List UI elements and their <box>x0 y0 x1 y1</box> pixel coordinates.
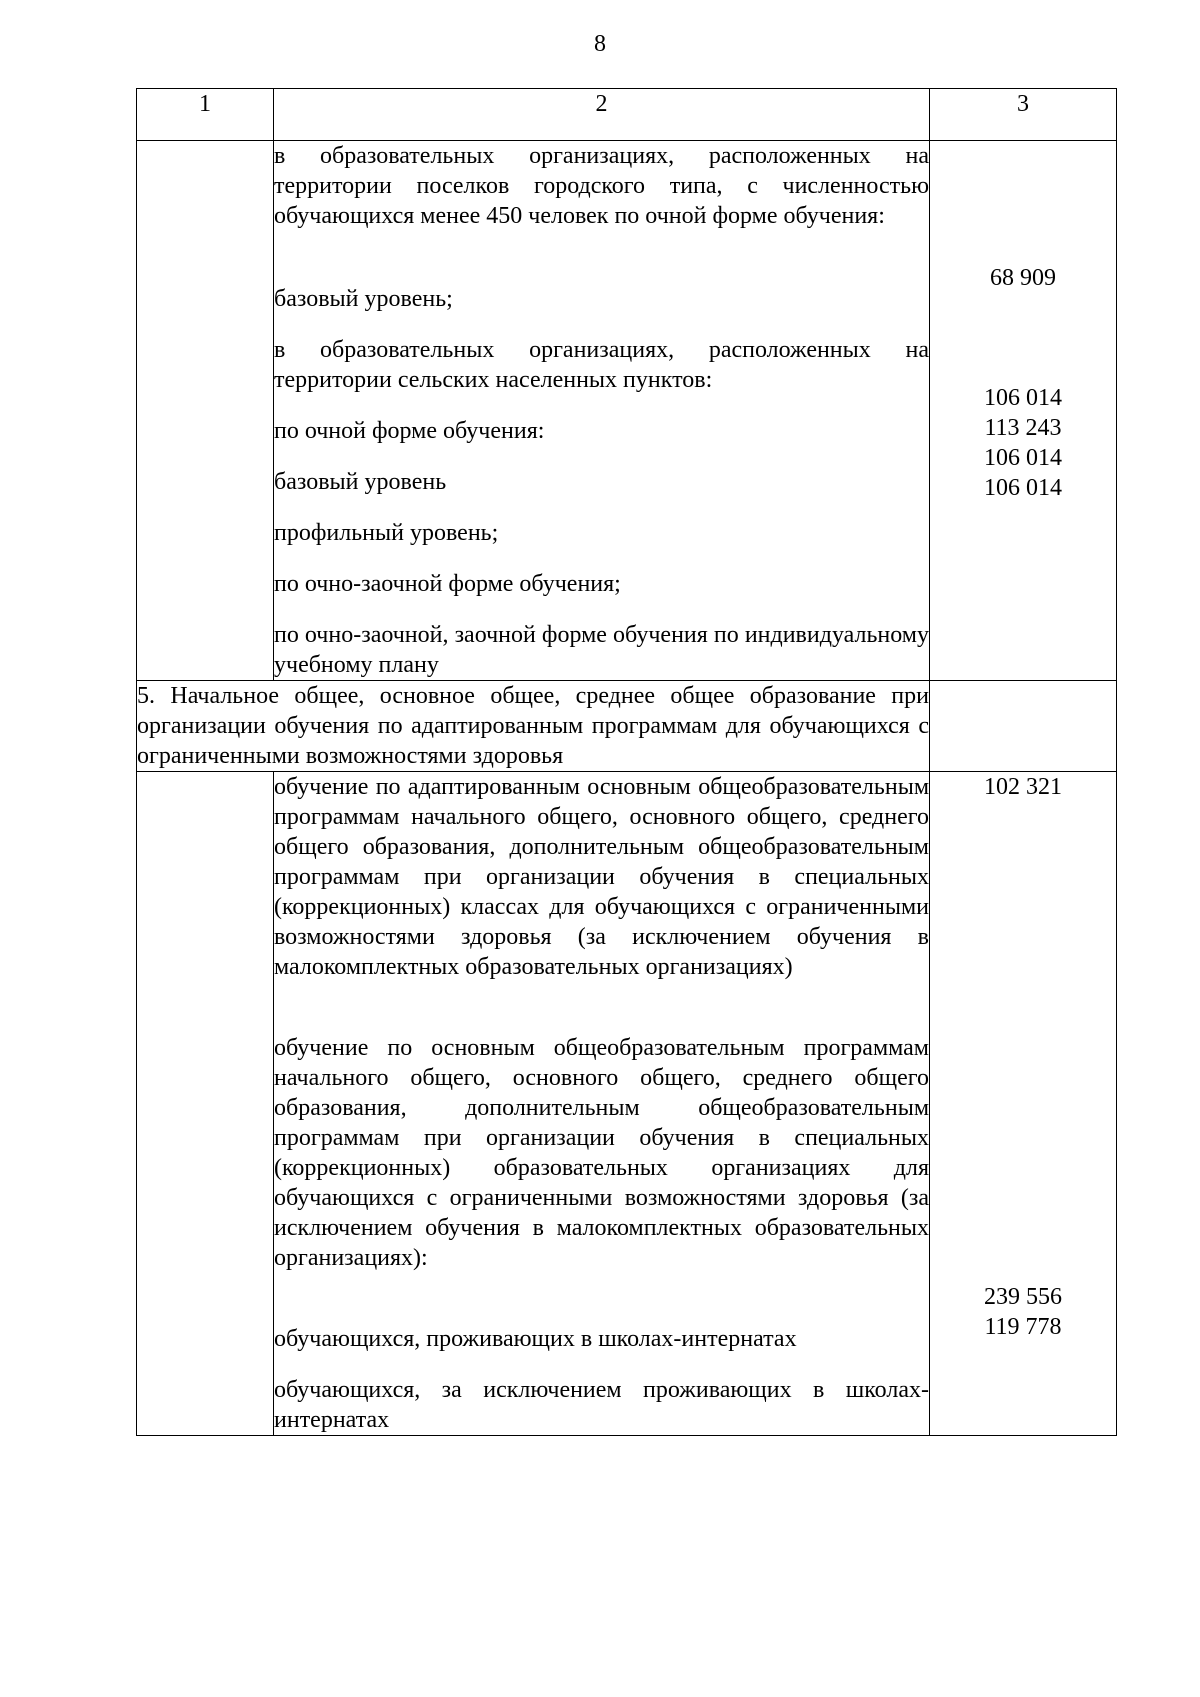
section-title-text: 5. Начальное общее, основное общее, среднее общее образование при организации обучения по адаптированным программам для обучающихся с ограниченными возможностями здоровья <box>137 683 929 769</box>
value-cell: 106 014 <box>984 445 1062 471</box>
table-row-block1 <box>137 141 1117 681</box>
list-item: обучение по адаптированным основным общеобразовательным программам начального общего, основного общего, среднего общего образования, дополнительным общеобразовательным программам при организации обучения в специальных (коррекционных) классах для обучающихся с ограниченными возможностями здоровья (за исключением обучения в малокомплектных образовательных организациях) <box>274 774 929 980</box>
block2-col1-empty <box>137 772 274 1436</box>
section-title <box>137 681 930 772</box>
section-col3-empty <box>930 681 1117 772</box>
header-col-1: 1 <box>137 89 274 141</box>
value-cell: 106 014 <box>984 475 1062 501</box>
value-cell: 68 909 <box>990 265 1056 291</box>
value-cell: 113 243 <box>984 415 1062 441</box>
value-cell <box>930 353 1116 383</box>
list-item: по очно-заочной форме обучения; <box>274 571 621 597</box>
list-item: обучающихся, за исключением проживающих в школах-интернатах <box>274 1377 929 1433</box>
page-number: 8 <box>594 31 606 57</box>
list-item: обучающихся, проживающих в школах-интернатах <box>274 1326 797 1352</box>
value-cell: 119 778 <box>984 1314 1062 1340</box>
list-item: базовый уровень; <box>274 286 453 312</box>
list-item: в образовательных организациях, расположенных на территории сельских населенных пунктов: <box>274 337 929 393</box>
value-cell: 239 556 <box>984 1284 1062 1310</box>
table-row-block2 <box>137 772 1117 1436</box>
list-item: по очной форме обучения: <box>274 418 545 444</box>
value-cell: 106 014 <box>984 385 1062 411</box>
value-cell: 102 321 <box>984 774 1062 800</box>
block1-col1-empty <box>137 141 274 681</box>
list-item: обучение по основным общеобразовательным программам начального общего, основного общего, среднего общего образования, дополнительным общеобразовательным программам при организации обучения в специальных (коррекционных) образовательных организациях для обучающихся с ограниченными возможностями здоровья (за исключением обучения в малокомплектных образовательных организациях): <box>274 1035 929 1271</box>
list-item: в образовательных организациях, расположенных на территории поселков городского типа, с численностью обучающихся менее 450 человек по очной форме обучения: <box>274 143 929 229</box>
list-item: базовый уровень <box>274 469 447 495</box>
table-row-section5 <box>137 681 1117 772</box>
header-col-2: 2 <box>274 89 930 141</box>
block2-values <box>930 772 1117 1436</box>
norms-table <box>136 88 1117 1436</box>
block1-values <box>930 141 1117 681</box>
list-item: по очно-заочной, заочной форме обучения по индивидуальному учебному плану <box>274 622 929 678</box>
list-item: профильный уровень; <box>274 520 499 546</box>
value-cell <box>930 141 1116 263</box>
table-header-row <box>137 89 1117 141</box>
block2-descriptions <box>274 772 930 1436</box>
header-col-3: 3 <box>930 89 1117 141</box>
block1-descriptions <box>274 141 930 681</box>
value-cell <box>930 1012 1116 1282</box>
value-cell <box>930 293 1116 353</box>
